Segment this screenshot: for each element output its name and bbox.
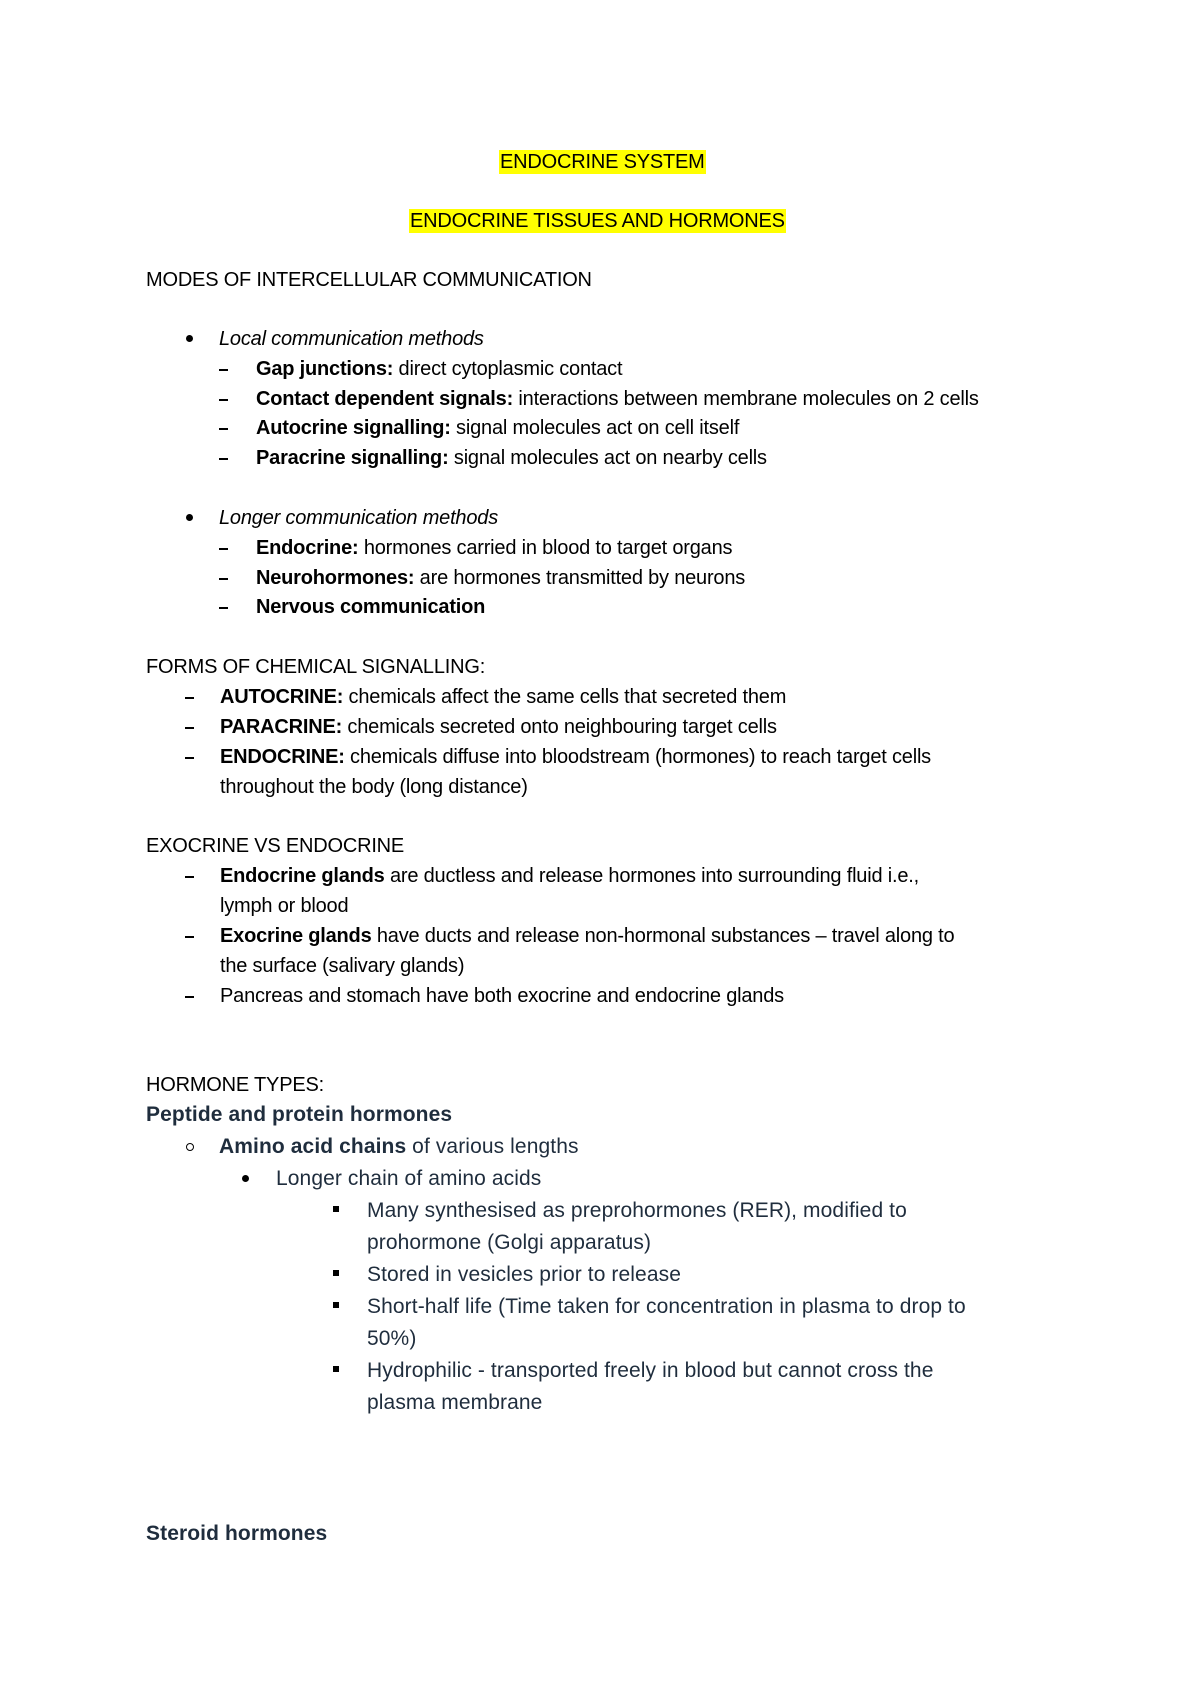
heading-forms: FORMS OF CHEMICAL SIGNALLING: (146, 656, 486, 678)
heading-hormone-types: HORMONE TYPES: (146, 1074, 324, 1096)
dash-icon (219, 428, 228, 430)
list-item: AUTOCRINE: chemicals affect the same cells that secreted them (220, 686, 787, 708)
bullet-icon (186, 335, 193, 342)
square-bullet-icon (333, 1206, 339, 1212)
heading-modes: MODES OF INTERCELLULAR COMMUNICATION (146, 269, 592, 291)
longer-methods-label: Longer communication methods (219, 507, 498, 529)
circle-bullet-icon (186, 1143, 194, 1151)
list-item-continuation: the surface (salivary glands) (220, 955, 465, 977)
list-item: Exocrine glands have ducts and release non-hormonal substances – travel along to (220, 925, 955, 947)
dash-icon (219, 607, 228, 609)
dash-icon (219, 369, 228, 371)
list-item: Contact dependent signals: interactions between membrane molecules on 2 cells (256, 388, 979, 410)
dash-icon (219, 578, 228, 580)
list-item: Endocrine: hormones carried in blood to target organs (256, 537, 733, 559)
list-item: Paracrine signalling: signal molecules act on nearby cells (256, 447, 767, 469)
list-item: Short-half life (Time taken for concentration in plasma to drop to (367, 1295, 966, 1318)
list-item: ENDOCRINE: chemicals diffuse into bloodstream (hormones) to reach target cells (220, 746, 931, 768)
list-item-continuation: lymph or blood (220, 895, 349, 917)
list-item: Hydrophilic - transported freely in blood but cannot cross the (367, 1359, 934, 1382)
bullet-icon (186, 514, 193, 521)
list-item: Autocrine signalling: signal molecules act on cell itself (256, 417, 740, 439)
title-tissues-hormones: ENDOCRINE TISSUES AND HORMONES (410, 210, 785, 232)
square-bullet-icon (333, 1366, 339, 1372)
list-item-continuation: plasma membrane (367, 1391, 543, 1414)
dash-icon (219, 458, 228, 460)
list-item: Nervous communication (256, 596, 486, 618)
list-item: PARACRINE: chemicals secreted onto neighbouring target cells (220, 716, 777, 738)
dash-icon (219, 399, 228, 401)
title-endocrine-system: ENDOCRINE SYSTEM (500, 151, 705, 173)
dash-icon (185, 876, 194, 878)
list-item: Longer chain of amino acids (276, 1167, 542, 1190)
dash-icon (219, 548, 228, 550)
list-item: Endocrine glands are ductless and release hormones into surrounding fluid i.e., (220, 865, 919, 887)
heading-steroid: Steroid hormones (146, 1522, 328, 1545)
list-item-continuation: throughout the body (long distance) (220, 776, 528, 798)
heading-peptide-protein: Peptide and protein hormones (146, 1103, 453, 1126)
list-item: Many synthesised as preprohormones (RER), modified to (367, 1199, 907, 1222)
bullet-icon (242, 1175, 249, 1182)
list-item-continuation: 50%) (367, 1327, 417, 1350)
list-item: Neurohormones: are hormones transmitted by neurons (256, 567, 746, 589)
dash-icon (185, 936, 194, 938)
list-item: Amino acid chains of various lengths (219, 1135, 579, 1158)
list-item-continuation: prohormone (Golgi apparatus) (367, 1231, 652, 1254)
list-item: Pancreas and stomach have both exocrine and endocrine glands (220, 985, 784, 1007)
square-bullet-icon (333, 1302, 339, 1308)
dash-icon (185, 996, 194, 998)
dash-icon (185, 757, 194, 759)
heading-exo-vs-endo: EXOCRINE VS ENDOCRINE (146, 835, 405, 857)
list-item: Gap junctions: direct cytoplasmic contact (256, 358, 623, 380)
square-bullet-icon (333, 1270, 339, 1276)
dash-icon (185, 727, 194, 729)
list-item: Stored in vesicles prior to release (367, 1263, 681, 1286)
local-methods-label: Local communication methods (219, 328, 484, 350)
dash-icon (185, 697, 194, 699)
